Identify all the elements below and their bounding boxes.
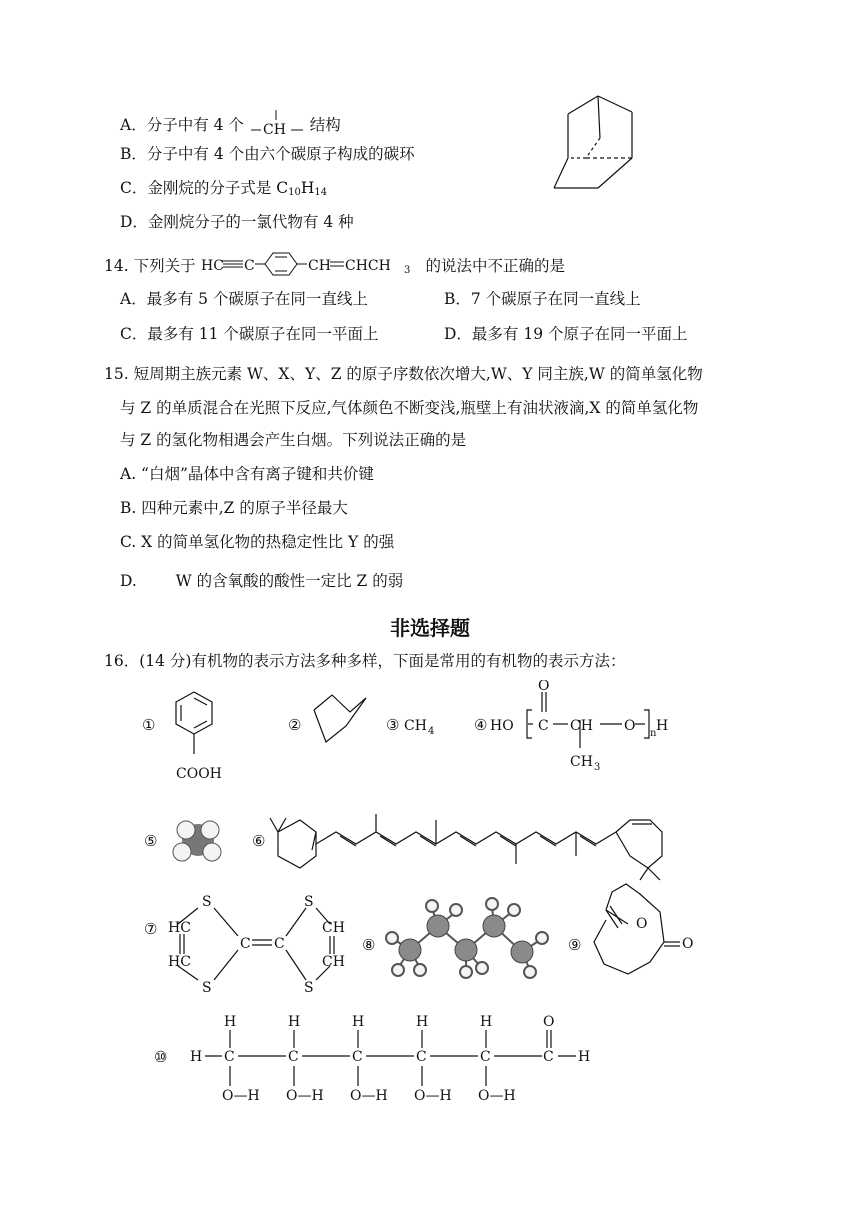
label-3: ③ bbox=[386, 716, 400, 734]
q13-option-a bbox=[120, 108, 341, 138]
ttf-c2: C bbox=[274, 936, 285, 952]
poly-h: H bbox=[656, 718, 669, 734]
q13-option-d: D．金刚烷分子的一氯代物有 4 种 bbox=[120, 213, 354, 231]
ball-and-stick-model bbox=[386, 898, 548, 978]
gluc-oh5: O—H bbox=[478, 1088, 516, 1104]
gluc-h4: H bbox=[416, 1014, 429, 1030]
ch-structure-fragment bbox=[249, 108, 305, 138]
q14-option-a: A．最多有 5 个碳原子在同一直线上 bbox=[120, 290, 368, 308]
ch4-sub: 4 bbox=[428, 726, 435, 737]
q14-hc: HC bbox=[200, 258, 224, 274]
poly-n: n bbox=[650, 728, 657, 739]
ttf-s1: S bbox=[202, 894, 212, 910]
gluc-o-top: O bbox=[543, 1014, 555, 1030]
q13-c-sub1: 10 bbox=[288, 187, 301, 198]
ttf-hc2: HC bbox=[168, 954, 191, 970]
q14-ch: CH bbox=[307, 258, 331, 274]
q13-option-c bbox=[120, 177, 327, 204]
ttf-ch1: CH bbox=[322, 920, 345, 936]
lactone-ring-o: O bbox=[636, 916, 648, 932]
adamantane-structure bbox=[548, 92, 648, 197]
ttf-c1: C bbox=[240, 936, 251, 952]
q15-option-b: B. 四种元素中,Z 的原子半径最大 bbox=[120, 499, 348, 517]
q14-sub3: 3 bbox=[403, 265, 410, 276]
gluc-c6: C bbox=[543, 1049, 554, 1065]
gluc-h1: H bbox=[224, 1014, 237, 1030]
poly-ch3: CH bbox=[570, 754, 593, 770]
q14-option-b: B．7 个碳原子在同一直线上 bbox=[444, 290, 641, 308]
label-5: ⑤ bbox=[144, 832, 158, 850]
cooh-label: COOH bbox=[176, 766, 222, 782]
ttf-s2: S bbox=[202, 980, 212, 996]
gluc-oh4: O—H bbox=[414, 1088, 452, 1104]
q14-stem bbox=[104, 250, 565, 278]
label-7: ⑦ bbox=[144, 920, 158, 938]
poly-o: O bbox=[624, 718, 636, 734]
label-1: ① bbox=[142, 716, 156, 734]
q15-option-d bbox=[120, 570, 403, 592]
q14-formula bbox=[201, 250, 421, 278]
section-title: 非选择题 bbox=[390, 616, 470, 640]
q16-structures-figure bbox=[0, 680, 860, 1110]
gluc-oh2: O—H bbox=[286, 1088, 324, 1104]
q14-chch: CHCH bbox=[344, 258, 391, 274]
poly-ho: HO bbox=[490, 718, 514, 734]
q15-option-a: A. “白烟”晶体中含有离子键和共价键 bbox=[120, 465, 374, 483]
q15-line2: 与 Z 的单质混合在光照下反应,气体颜色不断变浅,瓶壁上有油状液滴,X 的简单氢化物 bbox=[120, 399, 699, 417]
ttf-hc1: HC bbox=[168, 920, 191, 936]
ttf-s3: S bbox=[304, 894, 314, 910]
gluc-h5: H bbox=[480, 1014, 493, 1030]
gluc-c3: C bbox=[352, 1049, 363, 1065]
q15-line3: 与 Z 的氢化物相遇会产生白烟。下列说法正确的是 bbox=[120, 431, 467, 449]
gluc-c1: C bbox=[224, 1049, 235, 1065]
gluc-h3: H bbox=[352, 1014, 365, 1030]
ttf-s4: S bbox=[304, 980, 314, 996]
q13-option-a-text: A．分子中有 4 个 bbox=[120, 116, 244, 134]
q14-stem-pre: 14. 下列关于 bbox=[104, 257, 196, 275]
poly-ch: CH bbox=[570, 718, 593, 734]
label-6: ⑥ bbox=[252, 832, 266, 850]
gluc-h-left: H bbox=[190, 1049, 203, 1065]
ch-label: CH bbox=[262, 122, 286, 138]
label-8: ⑧ bbox=[362, 936, 376, 954]
q13-option-c-text: C．金刚烷的分子式是 C bbox=[120, 179, 289, 197]
gluc-c2: C bbox=[288, 1049, 299, 1065]
q15-d-label: D. bbox=[120, 572, 137, 590]
ch4-label: CH bbox=[404, 718, 427, 734]
label-4: ④ bbox=[474, 716, 488, 734]
lactone-carbonyl-o: O bbox=[682, 936, 694, 952]
methane-ball-model bbox=[173, 821, 221, 861]
q14-stem-post: 的说法中不正确的是 bbox=[425, 257, 565, 275]
gluc-h2: H bbox=[288, 1014, 301, 1030]
q13-option-a-post: 结构 bbox=[309, 116, 341, 134]
q13-option-b: B．分子中有 4 个由六个碳原子构成的碳环 bbox=[120, 145, 415, 163]
q15-line1: 15. 短周期主族元素 W、X、Y、Z 的原子序数依次增大,W、Y 同主族,W 的简单氢化物 bbox=[104, 365, 703, 383]
q15-d-text: W 的含氧酸的酸性一定比 Z 的弱 bbox=[175, 572, 404, 590]
q14-c: C bbox=[243, 258, 255, 274]
ttf-ch2: CH bbox=[322, 954, 345, 970]
gluc-c5: C bbox=[480, 1049, 491, 1065]
q14-option-c: C．最多有 11 个碳原子在同一平面上 bbox=[120, 325, 379, 343]
poly-ch3-sub: 3 bbox=[594, 762, 601, 773]
q15-option-c: C. X 的简单氢化物的热稳定性比 Y 的强 bbox=[120, 533, 395, 551]
q13-c-sub2: 14 bbox=[314, 187, 328, 198]
label-10: ⑩ bbox=[154, 1048, 168, 1066]
gluc-oh3: O—H bbox=[350, 1088, 388, 1104]
gluc-c4: C bbox=[416, 1049, 427, 1065]
label-2: ② bbox=[288, 716, 302, 734]
label-9: ⑨ bbox=[568, 936, 582, 954]
poly-c: C bbox=[538, 718, 549, 734]
q13-c-h: H bbox=[300, 179, 315, 197]
q16-stem: 16．(14 分)有机物的表示方法多种多样，下面是常用的有机物的表示方法： bbox=[104, 652, 626, 670]
gluc-h-right: H bbox=[578, 1049, 591, 1065]
gluc-oh1: O—H bbox=[222, 1088, 260, 1104]
q14-option-d: D．最多有 19 个原子在同一平面上 bbox=[444, 325, 688, 343]
poly-top-o: O bbox=[538, 680, 550, 694]
